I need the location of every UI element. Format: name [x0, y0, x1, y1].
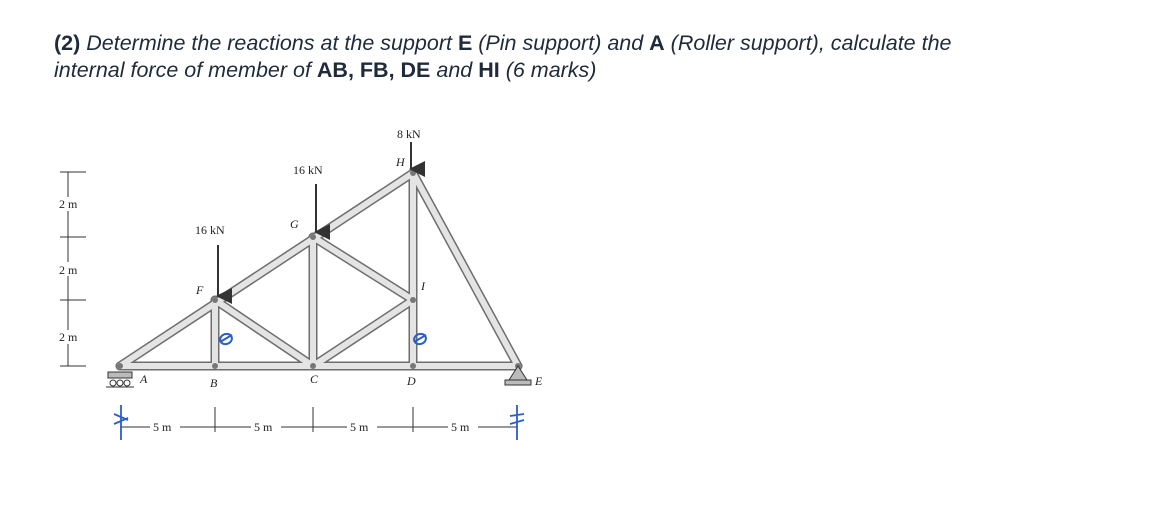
question-number: (2): [54, 31, 81, 55]
q-text: (Roller support), calculate the: [664, 31, 952, 55]
truss-members: [120, 173, 518, 366]
node-label-c: C: [310, 372, 319, 386]
span-label-4: 5 m: [451, 420, 470, 434]
handwritten-marks: [219, 332, 428, 346]
node-label-d: D: [407, 374, 416, 388]
roller-support-a: [106, 372, 134, 387]
q-support-e: E: [457, 31, 473, 55]
node-label-a: A: [140, 372, 148, 386]
q-text: and: [430, 58, 479, 82]
q-marks: (6 marks): [499, 58, 597, 82]
load-label-f: 16 kN: [195, 223, 225, 237]
q-text: (Pin support) and: [472, 31, 650, 55]
height-label-2: 2 m: [59, 263, 78, 277]
load-label-h: 8 kN: [397, 127, 421, 141]
span-label-3: 5 m: [350, 420, 369, 434]
node-label-i: I: [421, 279, 425, 293]
height-label-1: 2 m: [59, 197, 78, 211]
node-label-g: G: [290, 217, 299, 231]
height-label-3: 2 m: [59, 330, 78, 344]
q-support-a: A: [649, 31, 665, 55]
load-label-g: 16 kN: [293, 163, 323, 177]
span-label-1: 5 m: [153, 420, 172, 434]
node-label-f: F: [196, 283, 204, 297]
q-text: internal force of member of: [54, 58, 317, 82]
q-text: Determine the reactions at the support: [86, 31, 458, 55]
q-member-hi: HI: [478, 58, 500, 82]
node-label-e: E: [535, 374, 543, 388]
node-label-b: B: [210, 376, 218, 390]
span-label-2: 5 m: [254, 420, 273, 434]
q-members: AB, FB, DE: [316, 58, 431, 82]
node-label-h: H: [396, 155, 405, 169]
